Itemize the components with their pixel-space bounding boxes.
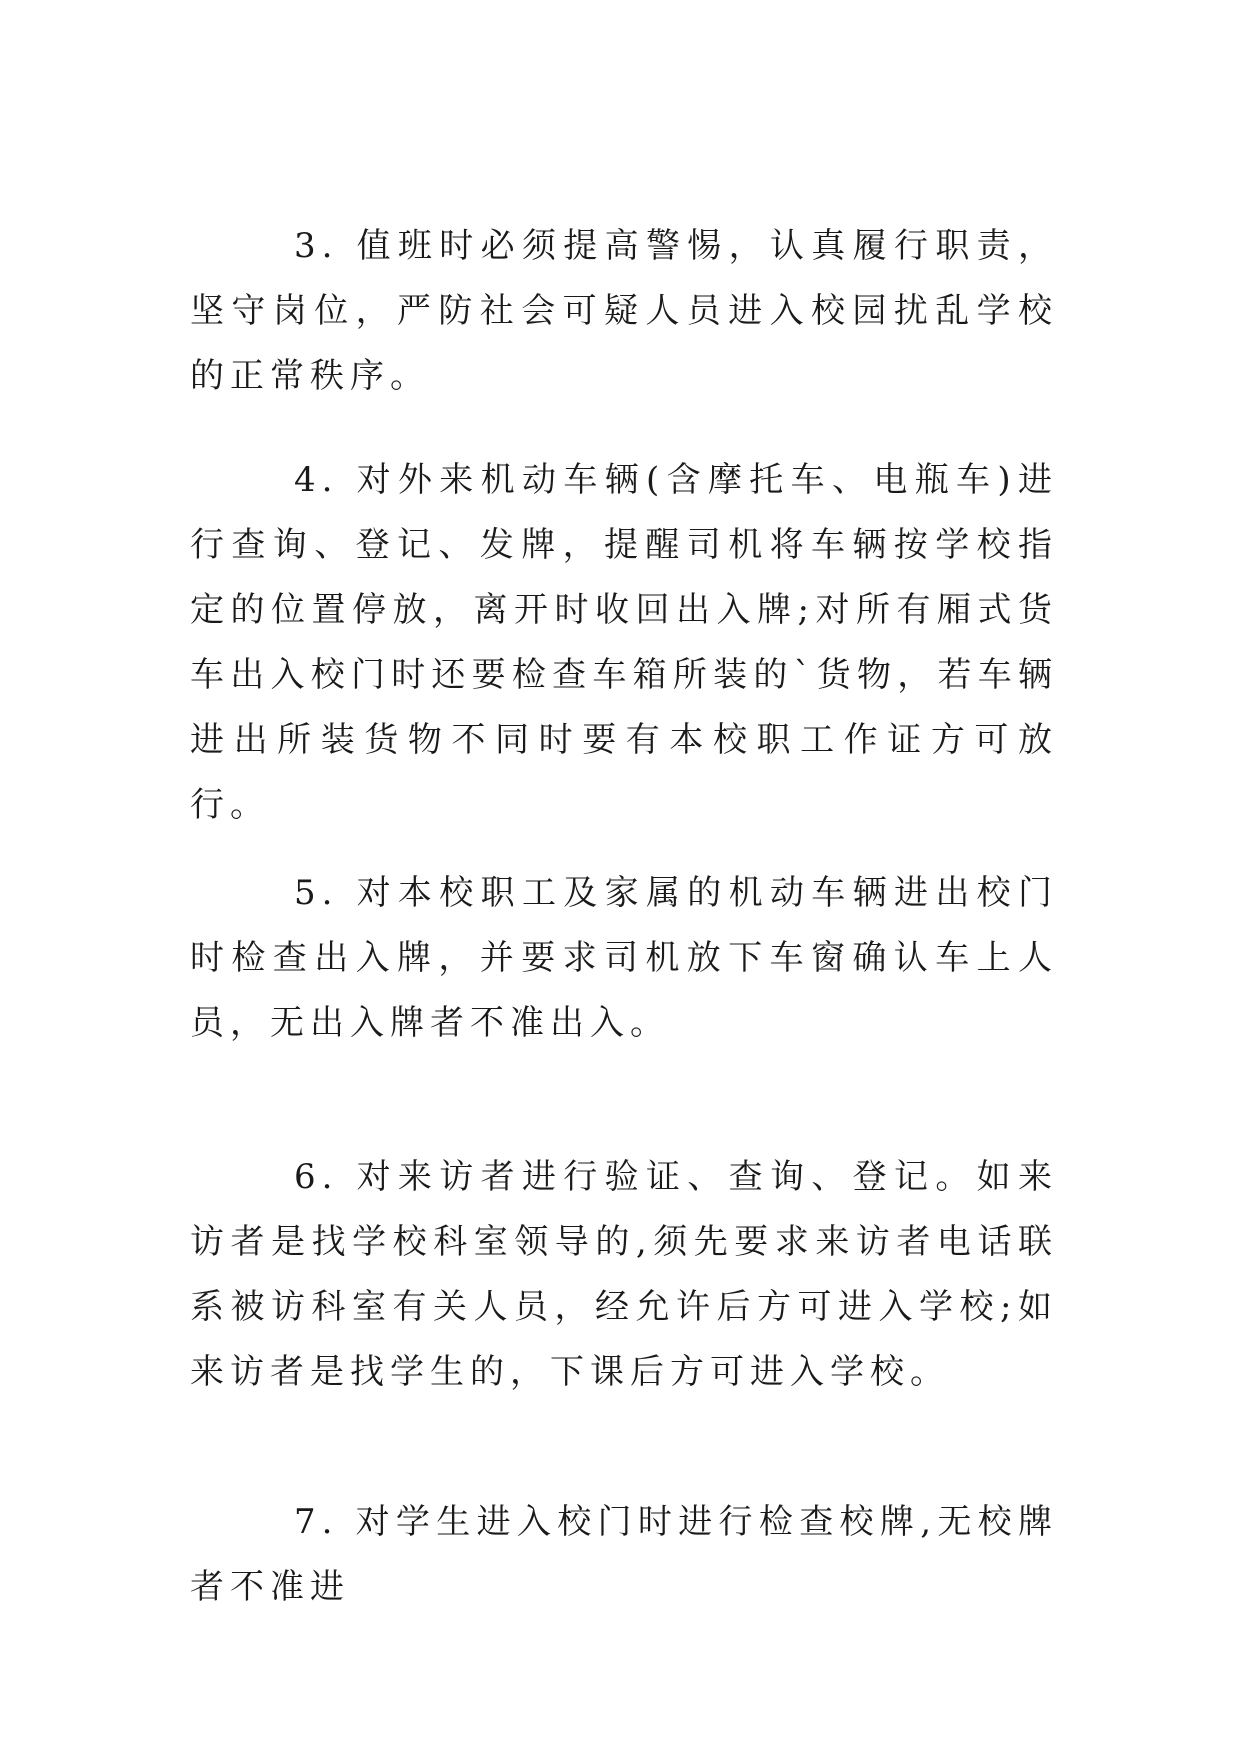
paragraph-item-7: 7. 对学生进入校门时进行检查校牌,无校牌者不准进 (190, 1502, 1058, 1607)
paragraph-item-6: 6. 对来访者进行验证、查询、登记。如来访者是找学校科室领导的,须先要求来访者电话联系被访科室有关人员，经允许后方可进入学校;如来访者是找学生的，下课后方可进入学校。 (190, 1157, 1058, 1392)
paragraph-item-4: 4. 对外来机动车辆(含摩托车、电瓶车)进行查询、登记、发牌，提醒司机将车辆按学校指定的位置停放，离开时收回出入牌;对所有厢式货车出入校门时还要检查车箱所装的`货物，若车辆进出所装货物不同时要有本校职工作证方可放行。 (190, 460, 1058, 825)
paragraph-item-5: 5. 对本校职工及家属的机动车辆进出校门时检查出入牌，并要求司机放下车窗确认车上人员，无出入牌者不准出入。 (190, 873, 1058, 1043)
paragraph-item-3: 3. 值班时必须提高警惕，认真履行职责，坚守岗位，严防社会可疑人员进入校园扰乱学校的正常秩序。 (190, 226, 1058, 396)
